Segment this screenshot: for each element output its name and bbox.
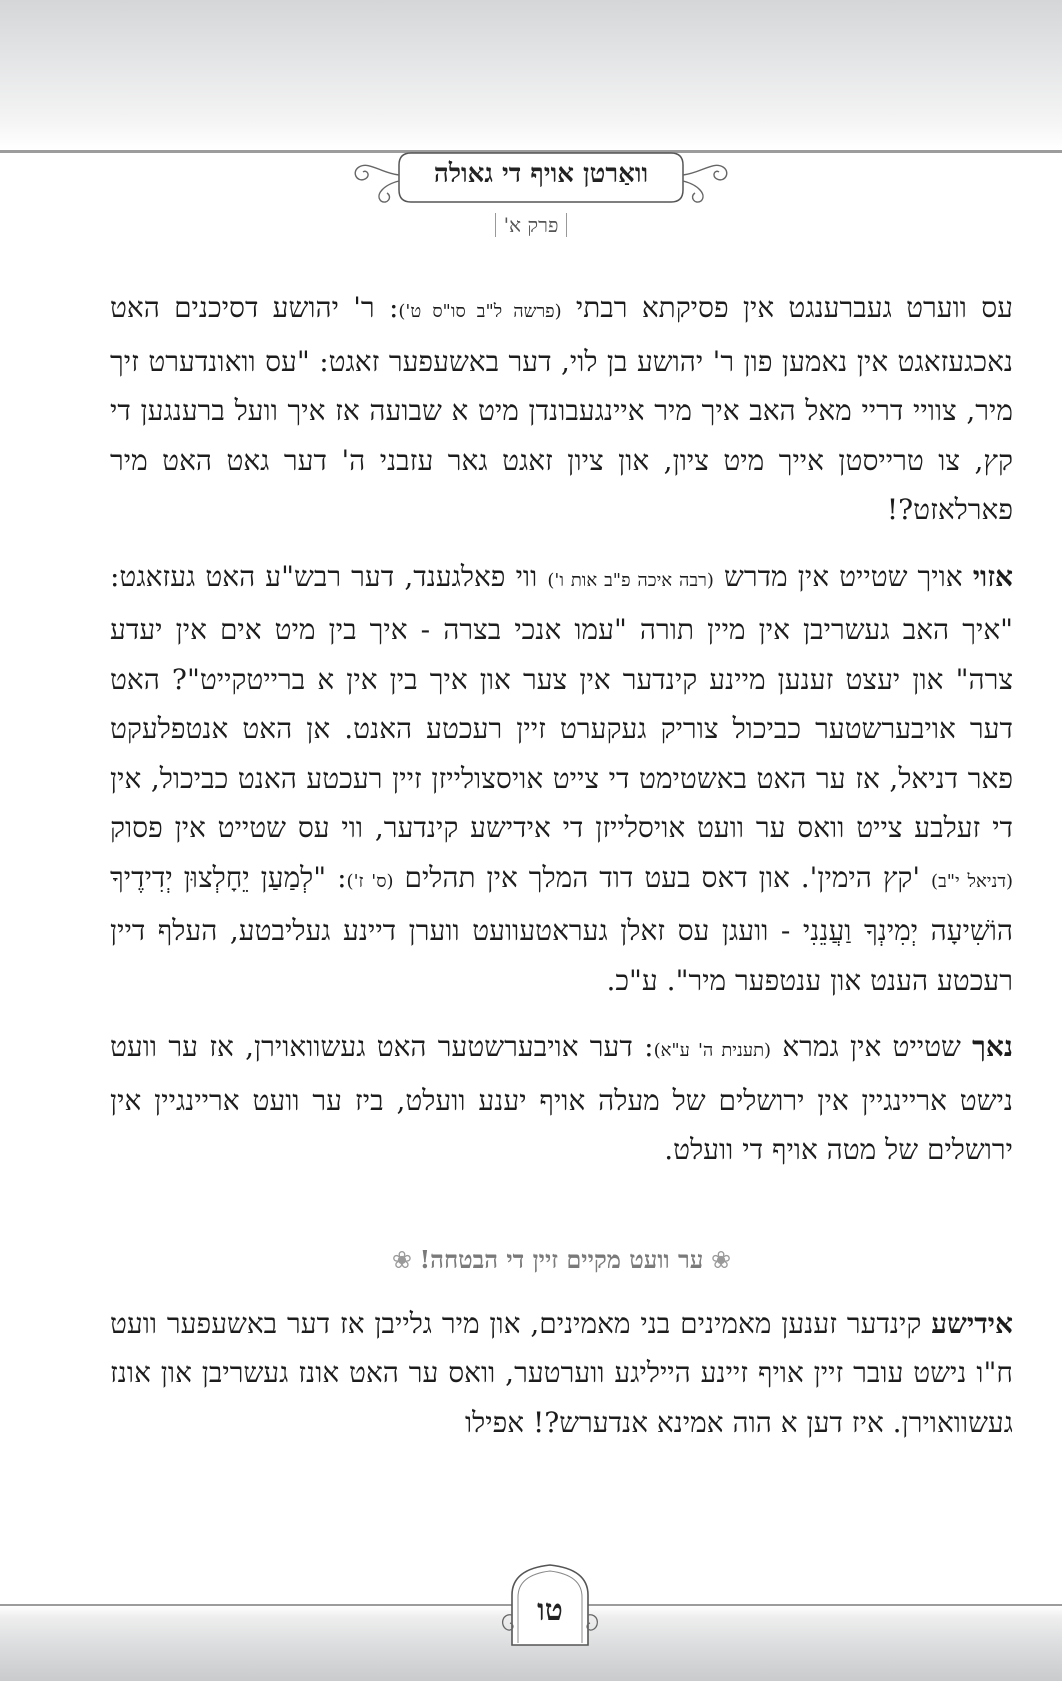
paragraph-3 xyxy=(110,1022,1013,1175)
text-run: : ר' יהושע דסיכנים האט נאכגעזאגט אין נאמען פון ר' יהושע בן לוי, דער באשעפער זאגט: "עס וואונדערט זיך מיר, צוויי דריי מאל האב איך מיר איינגעבונדן מיט א שבועה אז איך וועל ברענגען די קץ, צו טרייסטן אייך מיט ציון, און ציון זאגט גאר עזבני ה' דער גאט האט מיר פארלאזט?! xyxy=(110,291,1013,526)
source-reference: (רבה איכה פ"ב אות ו') xyxy=(547,569,714,591)
paragraph-2 xyxy=(110,552,1013,1006)
text-run: אויך שטייט אין מדרש xyxy=(713,559,973,593)
text-run: עס ווערט געברענגט אין פסיקתא רבתי xyxy=(561,291,1014,324)
swirl-ornament-icon: ❀ xyxy=(703,1245,732,1274)
section-heading-text: ער וועט מקיים זיין די הבטחה! xyxy=(419,1244,704,1274)
lead-word: נאך xyxy=(972,1030,1013,1063)
paragraph-1 xyxy=(110,283,1013,535)
text-run: קינדער זענען מאמינים בני מאמינים, און מיר גלייבן אז דער באשעפער וועט ח"ו נישט עובר זיין אויף זיינע הייליגע ווערטער, וואס ער האט אונז געשריבן און אונז געשוואוירן. איז דען א הוה אמינא אנדערש?! אפילו xyxy=(110,1306,1013,1439)
lead-word: אזוי xyxy=(972,559,1014,593)
page-number-frame xyxy=(498,1555,602,1647)
source-reference: (פרשה ל"ב סו"ס ט') xyxy=(398,301,562,322)
source-reference: (דניאל י"ב) xyxy=(931,870,1013,892)
lead-word: אידישע xyxy=(931,1306,1013,1340)
text-run: שטייט אין גמרא xyxy=(771,1030,973,1063)
text-run: : "לְמַעַן יֵחָלְצוּן יְדִידֶיךָ הוֹשִׁיעָה יְמִינְךָ וַעֲנֵנִי - וועגן עס זאלן געראטעוועט ווערן דיינע געליבטע, העלף דיין רעכטע הענט און ענטפער מיר". ע"כ. xyxy=(110,860,1013,997)
source-reference: (ס' ז') xyxy=(346,870,394,892)
book-title: וואַרטן אויף די גאולה xyxy=(433,159,649,189)
top-shaded-band xyxy=(0,0,1062,150)
paragraph-4 xyxy=(110,1299,1013,1448)
page-number: טו xyxy=(537,1593,563,1628)
text-run: ווי פאלגענד, דער רבש"ע האט געזאגט: "איך האב געשריבן אין מיין תורה "עמו אנכי בצרה - איך בין מיט אים אין יעדע צרה" און יעצט זענען מיינע קינדער אין צער און איך בין אין א ברייטקייט"? האט דער אויבערשטער כביכול צוריק געקערט זיין רעכטע האנט. אן האט אנטפלעקט פאר דניאל, אז ער האט באשטימט די צייט אויסצולייזן זיין רעכטע האנט כביכול, אין די זעלבע צייט וואס ער וועט אויסלייזן די אידישע קינדער, ווי עס שטייט אין פסוק xyxy=(110,559,1013,844)
text-run: : דער אויבערשטער האט געשוואוירן, אז ער וועט נישט אריינגיין אין ירושלים של מעלה אויף יענע וועלט, ביז ער וועט אריינגיין אין ירושלים של מטה אויף די וועלט. xyxy=(110,1030,1013,1166)
chapter-text: פרק א' xyxy=(495,213,568,237)
source-reference: (תענית ה' ע"א) xyxy=(653,1040,772,1061)
chapter-label xyxy=(0,213,1062,238)
section-heading xyxy=(110,1245,1013,1285)
swirl-ornament-icon: ❀ xyxy=(391,1245,420,1274)
body-text xyxy=(110,283,1013,1447)
running-header xyxy=(351,145,731,210)
text-run: 'קץ הימין'. און דאס בעט דוד המלך אין תהלים xyxy=(393,860,932,894)
